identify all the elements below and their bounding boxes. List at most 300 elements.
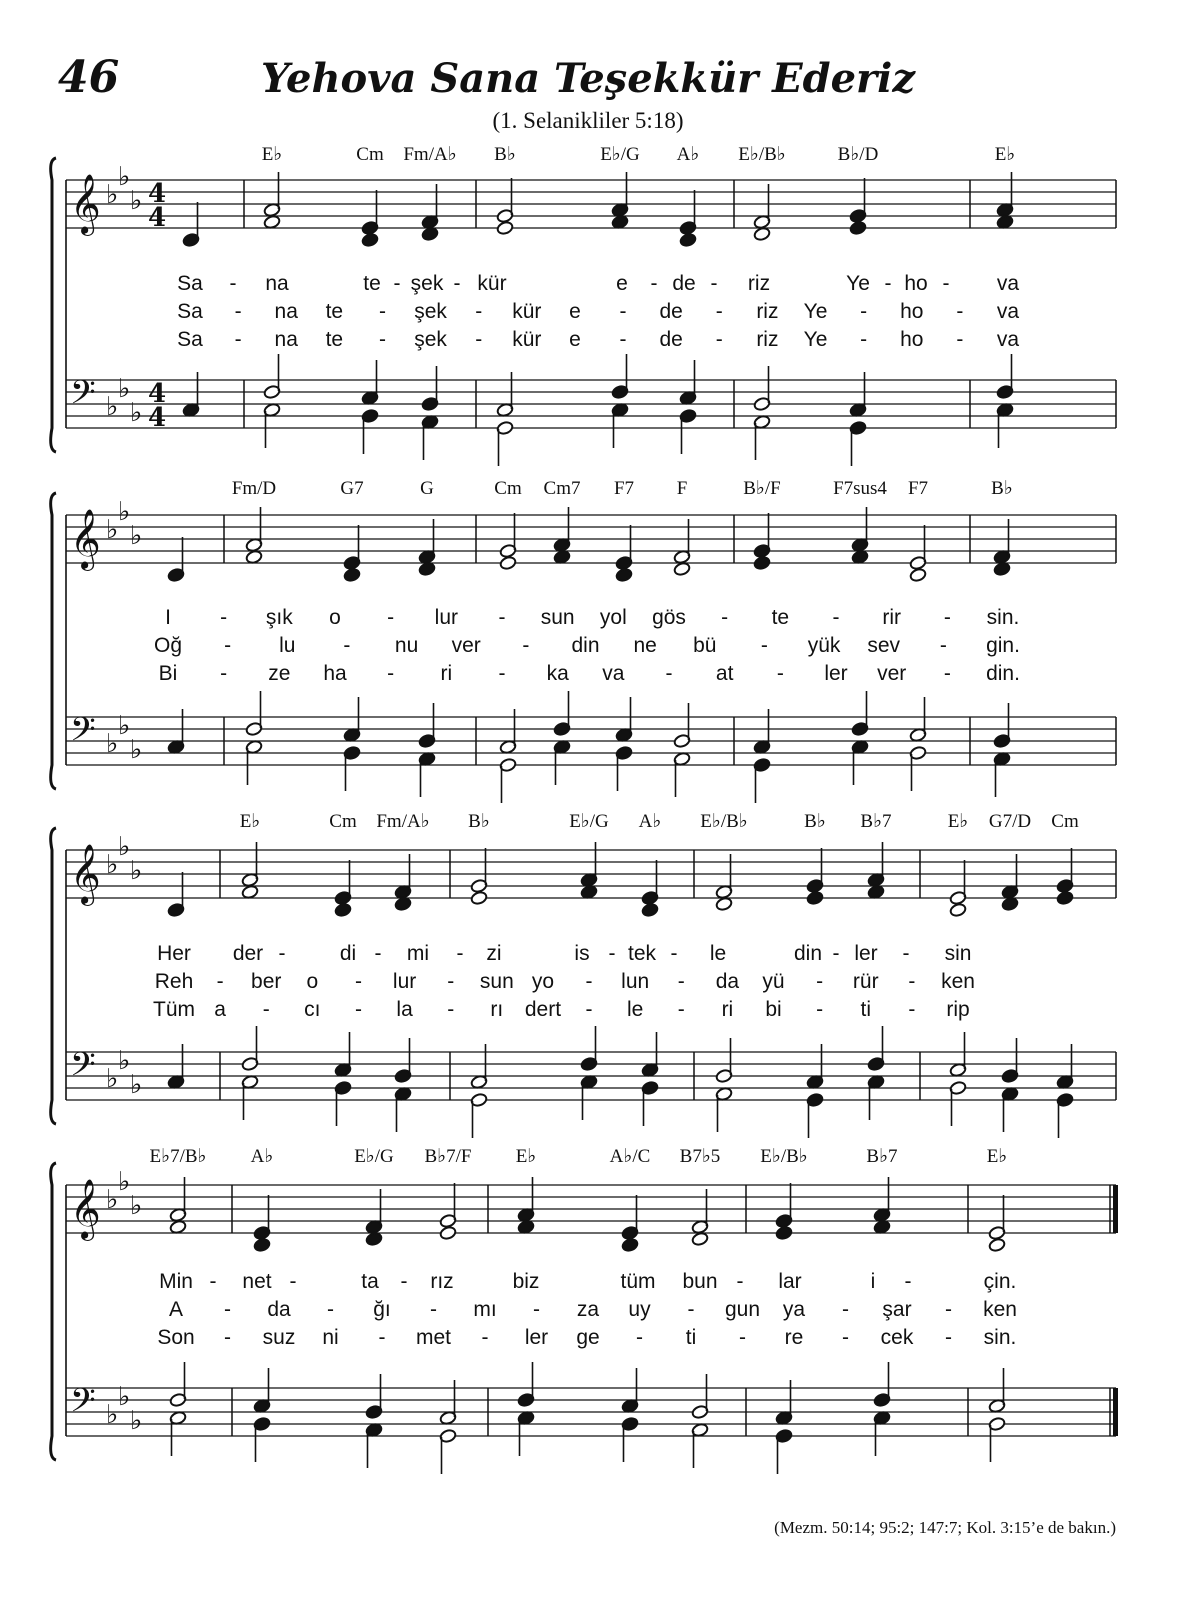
lyric-syllable: ğı — [373, 1298, 391, 1321]
lyric-syllable: riz — [756, 300, 779, 323]
key-flat: ♭ — [106, 392, 119, 422]
chord-symbol: B♭7/F — [424, 1146, 472, 1167]
lyric-syllable: e — [616, 272, 628, 295]
treble-note — [867, 884, 885, 899]
treble-note — [715, 896, 733, 911]
lyric-syllable: - — [220, 662, 228, 685]
lyric-syllable: gun — [724, 1298, 761, 1321]
treble-note — [621, 1237, 639, 1252]
lyric-syllable: lur — [392, 970, 417, 993]
lyric-syllable: - — [943, 662, 951, 685]
chord-symbol: E♭/B♭ — [760, 1146, 808, 1167]
lyric-syllable: - — [904, 1270, 912, 1293]
lyric-syllable: - — [776, 662, 784, 685]
lyric-syllable: - — [278, 942, 286, 965]
lyric-syllable: - — [234, 300, 242, 323]
lyric-syllable: çin. — [983, 1270, 1017, 1293]
lyric-syllable: Reh — [154, 970, 194, 993]
lyric-syllable: dert — [524, 998, 562, 1021]
chord-symbol: B♭ — [468, 811, 490, 832]
treble-note — [806, 890, 824, 905]
treble-note — [753, 555, 771, 570]
bass-clef: 𝄢 — [70, 374, 96, 420]
lyric-syllable: - — [619, 328, 627, 351]
lyric-syllable: - — [677, 998, 685, 1021]
lyric-syllable: Tüm — [153, 998, 195, 1021]
system-bracket — [51, 158, 56, 452]
treble-note — [418, 561, 436, 576]
treble-note — [993, 561, 1011, 576]
lyric-syllable: o — [329, 606, 341, 629]
lyric-syllable: - — [608, 942, 616, 965]
chord-symbol: B♭/F — [743, 478, 781, 499]
lyric-syllable: - — [715, 300, 723, 323]
lyric-syllable: ler — [524, 1326, 549, 1349]
lyric-syllable: Ye — [803, 328, 828, 351]
chord-symbol: E♭ — [239, 811, 261, 832]
chord-symbol: Cm — [329, 811, 357, 832]
chord-symbol: Fm/A♭ — [403, 144, 457, 165]
lyric-syllable: ho — [904, 272, 928, 295]
treble-clef: 𝄞 — [70, 509, 101, 569]
treble-note — [679, 232, 697, 247]
lyric-syllable: na — [265, 272, 289, 295]
lyric-syllable: yo — [531, 970, 555, 993]
lyric-syllable: rız — [430, 1270, 454, 1293]
lyric-syllable: din. — [986, 662, 1020, 685]
lyric-syllable: te — [363, 272, 381, 295]
lyric-syllable: mi — [406, 942, 430, 965]
lyric-syllable: ta — [361, 1270, 379, 1293]
lyric-syllable: ken — [941, 970, 975, 993]
treble-note — [949, 902, 967, 917]
treble-note — [851, 549, 869, 564]
key-flat: ♭ — [130, 398, 143, 428]
treble-note — [611, 214, 629, 229]
lyric-syllable: kür — [477, 272, 507, 295]
lyric-syllable: di — [339, 942, 357, 965]
lyric-syllable: - — [289, 1270, 297, 1293]
treble-note — [241, 884, 259, 899]
treble-note — [343, 567, 361, 582]
key-flat: ♭ — [118, 497, 131, 527]
lyric-syllable: ver — [877, 662, 907, 685]
lyric-syllable: rir — [882, 606, 901, 629]
lyric-syllable: der — [232, 942, 264, 965]
lyric-syllable: bun — [682, 1270, 718, 1293]
lyric-syllable: gös — [652, 606, 686, 629]
treble-note — [421, 226, 439, 241]
key-flat: ♭ — [118, 832, 131, 862]
lyric-syllable: lun — [621, 970, 650, 993]
treble-note — [517, 1219, 535, 1234]
treble-note — [673, 561, 691, 576]
lyric-syllable: - — [430, 1298, 437, 1321]
time-sig-bottom: 4 — [148, 203, 167, 233]
lyric-syllable: va — [996, 272, 1020, 295]
treble-note — [334, 902, 352, 917]
lyric-syllable: - — [224, 1298, 231, 1321]
lyric-syllable: - — [908, 970, 916, 993]
lyric-syllable: - — [760, 634, 768, 657]
lyric-syllable: - — [670, 942, 678, 965]
lyric-syllable: - — [522, 634, 530, 657]
key-flat: ♭ — [118, 162, 131, 192]
treble-clef: 𝄞 — [70, 844, 101, 904]
lyric-syllable: I — [165, 606, 171, 629]
chord-symbol: E♭ — [994, 144, 1016, 165]
lyric-syllable: - — [908, 998, 916, 1021]
hymn-title: Yehova Sana Teşekkür Ederiz — [260, 55, 916, 102]
lyric-syllable: - — [650, 272, 658, 295]
lyric-syllable: le — [709, 942, 727, 965]
lyric-syllable: Sa — [177, 328, 203, 351]
lyric-syllable: ber — [251, 970, 282, 993]
chord-symbol: Cm — [356, 144, 384, 165]
lyric-syllable: din — [571, 634, 600, 657]
lyric-syllable: riz — [747, 272, 771, 295]
treble-note — [1001, 896, 1019, 911]
key-flat: ♭ — [106, 1400, 119, 1430]
key-flat: ♭ — [106, 850, 119, 880]
lyric-syllable: - — [943, 606, 951, 629]
treble-note — [873, 1219, 891, 1234]
lyric-syllable: - — [533, 1298, 540, 1321]
lyric-syllable: yü — [762, 970, 785, 993]
lyric-syllable: - — [710, 272, 718, 295]
lyric-syllable: de — [672, 272, 696, 295]
treble-note — [753, 226, 771, 241]
lyric-syllable: net — [242, 1270, 272, 1293]
lyric-syllable: şek — [414, 328, 447, 351]
chord-symbol: E♭ — [515, 1146, 537, 1167]
chord-symbol: E♭ — [947, 811, 969, 832]
chord-symbol: E♭/G — [600, 144, 640, 165]
lyric-syllable: - — [447, 970, 455, 993]
lyric-syllable: - — [354, 970, 362, 993]
lyric-syllable: - — [387, 662, 395, 685]
final-barline-thick — [1113, 1388, 1118, 1436]
treble-note — [253, 1237, 271, 1252]
lyric-syllable: biz — [512, 1270, 540, 1293]
lyric-syllable: - — [220, 606, 228, 629]
lyric-syllable: - — [378, 300, 386, 323]
lyric-syllable: şek — [410, 272, 444, 295]
key-flat: ♭ — [130, 1070, 143, 1100]
lyric-syllable: lu — [279, 634, 296, 657]
chord-symbol: E♭ — [261, 144, 283, 165]
lyric-syllable: - — [498, 606, 506, 629]
treble-note — [909, 567, 927, 582]
lyric-syllable: va — [996, 300, 1020, 323]
key-flat: ♭ — [130, 856, 143, 886]
lyric-syllable: - — [400, 1270, 408, 1293]
lyric-syllable: - — [665, 662, 673, 685]
lyric-syllable: sun — [479, 970, 514, 993]
treble-note — [775, 1225, 793, 1240]
lyric-syllable: - — [585, 998, 593, 1021]
lyric-syllable: Min — [159, 1270, 193, 1293]
lyric-syllable: na — [274, 300, 298, 323]
lyric-syllable: te — [771, 606, 790, 629]
lyric-syllable: e — [569, 300, 581, 323]
lyric-syllable: o — [306, 970, 319, 993]
lyric-syllable: rip — [946, 998, 970, 1021]
treble-note — [169, 1219, 187, 1234]
lyric-syllable: va — [602, 662, 625, 685]
lyric-syllable: Oğ — [153, 634, 183, 657]
lyric-syllable: sin — [944, 942, 972, 965]
lyric-syllable: - — [739, 1326, 746, 1349]
lyric-syllable: i — [870, 1270, 876, 1293]
key-flat: ♭ — [130, 1406, 143, 1436]
lyric-syllable: bü — [693, 634, 717, 657]
lyric-syllable: ler — [854, 942, 878, 965]
lyric-syllable: is — [574, 942, 590, 965]
lyric-syllable: uy — [628, 1298, 651, 1321]
lyric-syllable: ri — [440, 662, 453, 685]
lyric-syllable: din — [793, 942, 823, 965]
treble-note — [641, 902, 659, 917]
lyric-syllable: ti — [860, 998, 872, 1021]
chord-symbol: B♭ — [494, 144, 516, 165]
chord-symbol: E♭/G — [569, 811, 609, 832]
lyric-syllable: Ye — [803, 300, 828, 323]
key-flat: ♭ — [118, 1167, 131, 1197]
lyric-syllable: - — [736, 1270, 744, 1293]
key-flat: ♭ — [130, 735, 143, 765]
chord-symbol: B♭7 — [866, 1146, 898, 1167]
key-flat: ♭ — [130, 1191, 143, 1221]
treble-note — [361, 232, 379, 247]
lyric-syllable: - — [636, 1326, 643, 1349]
treble-note — [499, 555, 517, 570]
key-flat: ♭ — [118, 1382, 131, 1412]
treble-note — [849, 220, 867, 235]
key-flat: ♭ — [118, 711, 131, 741]
key-flat: ♭ — [106, 729, 119, 759]
lyric-syllable: za — [576, 1298, 600, 1321]
time-sig-top: 4 — [148, 379, 167, 409]
chord-symbol: B♭ — [991, 478, 1013, 499]
lyric-syllable: - — [475, 300, 483, 323]
lyric-syllable: ho — [900, 328, 924, 351]
chord-symbol: A♭ — [638, 811, 662, 832]
lyric-syllable: lur — [434, 606, 459, 629]
lyric-syllable: Her — [157, 942, 191, 965]
lyric-syllable: - — [687, 1298, 695, 1321]
lyric-syllable: sin. — [983, 1326, 1017, 1349]
lyric-syllable: gin. — [986, 634, 1020, 657]
lyric-syllable: şar — [882, 1298, 912, 1321]
chord-symbol: G7 — [340, 478, 364, 499]
system-bracket — [51, 493, 56, 789]
lyric-syllable: met — [415, 1326, 452, 1349]
lyric-syllable: da — [715, 970, 740, 993]
treble-note — [365, 1231, 383, 1246]
chord-symbol: G — [420, 478, 434, 499]
treble-note — [439, 1225, 457, 1240]
chord-symbol: F7 — [613, 478, 635, 499]
lyric-syllable: Bi — [158, 662, 178, 685]
lyric-syllable: sev — [867, 634, 901, 657]
lyric-syllable: - — [234, 328, 242, 351]
key-flat: ♭ — [106, 515, 119, 545]
lyric-syllable: - — [942, 272, 950, 295]
lyric-syllable: Sa — [177, 272, 203, 295]
key-flat: ♭ — [130, 521, 143, 551]
treble-note — [691, 1231, 709, 1246]
key-flat: ♭ — [130, 186, 143, 216]
treble-note — [394, 896, 412, 911]
lyric-syllable: - — [343, 634, 351, 657]
treble-note — [615, 567, 633, 582]
lyric-syllable: ne — [633, 634, 657, 657]
lyric-syllable: - — [475, 328, 483, 351]
system-bracket — [51, 1163, 56, 1460]
lyric-syllable: ka — [546, 662, 569, 685]
hymn-number: 46 — [58, 52, 120, 103]
chord-symbol: Cm — [494, 478, 522, 499]
chord-symbol: B♭7 — [860, 811, 892, 832]
lyric-syllable: ri — [721, 998, 734, 1021]
lyric-syllable: tüm — [620, 1270, 656, 1293]
bass-clef: 𝄢 — [70, 1382, 96, 1428]
lyric-syllable: da — [267, 1298, 291, 1321]
lyric-syllable: de — [659, 300, 683, 323]
chord-symbol: B♭ — [804, 811, 826, 832]
treble-note — [470, 890, 488, 905]
lyric-syllable: sin. — [986, 606, 1020, 629]
lyric-syllable: - — [327, 1298, 334, 1321]
lyric-syllable: - — [374, 942, 382, 965]
chord-symbol: A♭ — [676, 144, 700, 165]
lyric-syllable: suz — [262, 1326, 296, 1349]
lyric-syllable: - — [945, 1326, 952, 1349]
lyric-syllable: bi — [765, 998, 782, 1021]
lyric-syllable: - — [945, 1298, 952, 1321]
chord-symbol: G7/D — [988, 811, 1032, 832]
lyric-syllable: va — [996, 328, 1020, 351]
lyric-syllable: - — [378, 328, 386, 351]
lyric-syllable: - — [387, 606, 395, 629]
lyric-syllable: - — [842, 1326, 849, 1349]
lyric-syllable: - — [956, 300, 964, 323]
key-flat: ♭ — [118, 374, 131, 404]
time-sig-bottom: 4 — [148, 403, 167, 433]
lyric-syllable: - — [216, 970, 224, 993]
lyric-syllable: ho — [900, 300, 924, 323]
lyric-syllable: ya — [782, 1298, 806, 1321]
lyric-syllable: te — [325, 300, 344, 323]
lyric-syllable: - — [447, 998, 455, 1021]
lyric-syllable: - — [860, 328, 868, 351]
lyric-syllable: le — [626, 998, 644, 1021]
lyric-syllable: mı — [473, 1298, 497, 1321]
treble-clef: 𝄞 — [70, 174, 101, 234]
lyric-syllable: - — [715, 328, 723, 351]
lyric-syllable: - — [884, 272, 892, 295]
lyric-syllable: - — [816, 970, 824, 993]
chord-symbol: Cm7 — [543, 478, 581, 499]
lyric-syllable: rür — [852, 970, 879, 993]
lyric-syllable: Sa — [177, 300, 203, 323]
lyric-syllable: de — [659, 328, 683, 351]
lyric-syllable: - — [393, 272, 401, 295]
lyric-syllable: sun — [540, 606, 575, 629]
treble-clef: 𝄞 — [70, 1179, 101, 1239]
lyric-syllable: - — [262, 998, 270, 1021]
lyric-syllable: - — [902, 942, 910, 965]
lyric-syllable: Son — [157, 1326, 195, 1349]
treble-note — [553, 549, 571, 564]
lyric-syllable: at — [715, 662, 734, 685]
key-flat: ♭ — [106, 180, 119, 210]
lyric-syllable: - — [453, 272, 461, 295]
lyric-syllable: - — [378, 1326, 386, 1349]
chord-symbol: Fm/D — [231, 478, 277, 499]
lyric-syllable: kür — [512, 328, 542, 351]
chord-symbol: A♭ — [250, 1146, 274, 1167]
chord-symbol: E♭/B♭ — [738, 144, 786, 165]
treble-note — [580, 884, 598, 899]
lyric-syllable: ni — [322, 1326, 339, 1349]
lyric-syllable: - — [619, 300, 627, 323]
lyric-syllable: cı — [304, 998, 321, 1021]
chord-symbol: E♭7/B♭ — [149, 1146, 207, 1167]
lyric-syllable: rı — [490, 998, 504, 1021]
lyric-syllable: - — [677, 970, 685, 993]
chord-symbol: B♭/D — [837, 144, 879, 165]
chord-symbol: A♭/C — [609, 1146, 651, 1167]
lyric-syllable: - — [721, 606, 729, 629]
lyric-syllable: şek — [414, 300, 447, 323]
lyric-syllable: - — [354, 998, 362, 1021]
treble-note — [263, 214, 281, 229]
footer-references: (Mezm. 50:14; 95:2; 147:7; Kol. 3:15’e de bakın.) — [774, 1518, 1116, 1537]
lyric-syllable: na — [274, 328, 298, 351]
bass-clef: 𝄢 — [70, 711, 96, 757]
lyric-syllable: e — [569, 328, 581, 351]
system-bracket — [51, 828, 56, 1124]
lyric-syllable: a — [214, 998, 226, 1021]
lyric-syllable: ler — [824, 662, 848, 685]
treble-note — [496, 220, 514, 235]
lyric-syllable: Ye — [846, 272, 870, 295]
lyric-syllable: lar — [778, 1270, 802, 1293]
lyric-syllable: - — [832, 606, 840, 629]
lyric-syllable: kür — [512, 300, 542, 323]
lyric-syllable: ha — [323, 662, 347, 685]
treble-note — [1056, 890, 1074, 905]
chord-symbol: E♭/G — [354, 1146, 394, 1167]
lyric-syllable: A — [168, 1298, 184, 1321]
chord-symbol: E♭ — [986, 1146, 1008, 1167]
lyric-syllable: ze — [268, 662, 291, 685]
lyric-syllable: - — [816, 998, 824, 1021]
lyric-syllable: ver — [451, 634, 481, 657]
key-flat: ♭ — [106, 1064, 119, 1094]
chord-symbol: F — [676, 478, 688, 499]
treble-note — [996, 214, 1014, 229]
lyric-syllable: - — [939, 634, 947, 657]
final-barline-thick — [1113, 1185, 1118, 1233]
lyric-syllable: la — [396, 998, 413, 1021]
lyric-syllable: - — [229, 272, 237, 295]
treble-note — [245, 549, 263, 564]
lyric-syllable: nu — [394, 634, 419, 657]
lyric-syllable: - — [498, 662, 506, 685]
